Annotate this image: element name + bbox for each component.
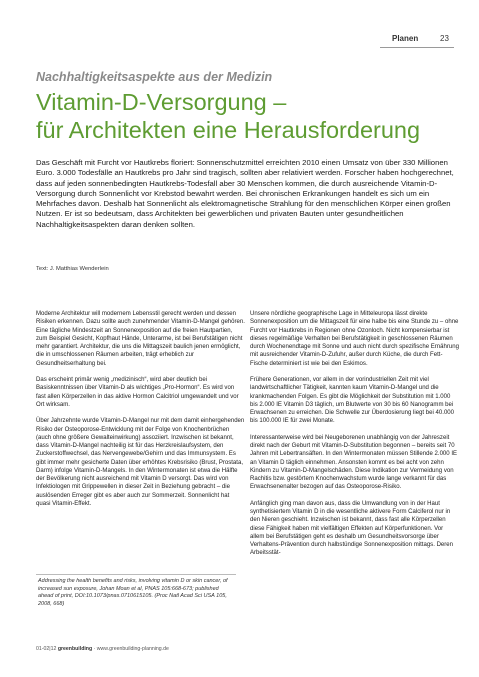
article-byline: Text: J. Matthias Wenderlein — [36, 266, 109, 272]
article-title-line-1: Vitamin-D-Versorgung – — [36, 89, 287, 115]
article-title-line-2: für Architekten eine Herausforderung — [36, 117, 421, 143]
body-paragraph: Anfänglich ging man davon aus, dass die Umwandlung von in der Haut synthetisiertem Vitamin D in die wesentliche aktivere Form Calciferol nur in den Nieren geschieht. Inzwischen ist bekannt, dass fast alle Körperzellen diese Fähigkeit haben mit vielfältigen Effekten auf Körperfunktionen. Vor allem bei Berufstätigen geht es deshalb um Gesundheitsvorsorge über Verhaltens-Prävention durch halbstündige Sonnenexposition mittags. Deren Arbeitsstät- — [250, 500, 454, 557]
body-column-left — [36, 310, 245, 508]
body-paragraph: Über Jahrzehnte wurde Vitamin-D-Mangel nur mit dem damit einhergehenden Risiko der Osteoporose-Entwicklung mit der Folge von Knochenbrüchen (auch ohne größere Gewalteinwirkung) assoziiert. Inzwischen ist bekannt, dass Vitamin-D-Mangel nachteilig ist für das Herzkreislaufsystem, den Zuckerstoffwechsel, das Nervengewebe/Gehirn und das Immunsystem. Es gibt immer mehr gesicherte Daten über erhöhtes Krebsrisiko (Brust, Prostata, Darm) infolge Vitamin-D-Mangels. In den Wintermonaten ist etwa die Hälfte der Bevölkerung nicht ausreichend mit Vitamin D versorgt. Das wird von Infektiologen mit Grippewellen in dieser Zeit in Beziehung gebracht – die auslösenden Erreger gibt es aber auch zur Sommerzeit. Sonnenlicht hat quasi Vitamin-Effekt. — [36, 418, 245, 507]
body-column-right — [250, 310, 459, 558]
footer-url: · www.greenbuilding-planning.de — [93, 646, 169, 652]
body-paragraph: Unsere nördliche geographische Lage in Mitteleuropa lässt direkte Sonnenexposition um die Mittagszeit für eine halbe bis eine Stunde zu – ohne Furcht vor Hautkrebs in Regionen ohne Ozonloch. Nicht kompensierbar ist dieses regelmäßige Verhalten bei Berufstätigkeit in geschlossenen Räumen durch Wochenendtage mit Sonne und auch nicht durch spezifische Ernährung mit ausreichender Vitamin-D-Zufuhr, außer durch Küche, die durch Fett-Fische determiniert ist wie bei den Eskimos. — [250, 311, 459, 367]
section-label: Planen — [392, 34, 419, 43]
page-number: 23 — [440, 34, 449, 43]
body-paragraph: Moderne Architektur will modernem Lebensstil gerecht werden und dessen Risiken erkennen. Dazu sollte auch zunehmender Vitamin-D-Mangel gehören. Eine tägliche Mindestzeit an Sonnenexposition auf die freien Hautpartien, zum Beispiel Gesicht, Kopfhaut Hände, Unterarme, ist bei Berufstätigen nicht mehr garantiert. Architektur, die uns die Mittagszeit baulich jenen ermöglicht, die in umschlossenen Räumen arbeiten, trägt erheblich zur Gesundheitserhaltung bei. — [36, 311, 245, 367]
article-title — [36, 88, 456, 144]
body-paragraph: Frühere Generationen, vor allem in der vorindustriellen Zeit mit viel landwirtschaftlicher Tätigkeit, kannten kaum Vitamin-D-Mangel und die krankmachenden Folgen. Es gibt die Möglichkeit der Substitution mit 1.000 bis 2.000 IE Vitamin D3 täglich, um Blutwerte von 30 bis 60 Nanogramm bei Erwachsenen zu erreichen. Die Schwelle zur Überdosierung liegt bei 40.000 bis 100.000 IE für zwei Monate. — [250, 377, 455, 425]
footer-brand: greenbuilding — [57, 646, 93, 652]
footnote-divider — [36, 574, 236, 575]
article-kicker: Nachhaltigkeitsaspekte aus der Medizin — [36, 70, 273, 84]
header-divider — [380, 47, 454, 48]
footnote: Addressing the health benefits and risks, involving vitamin D or skin cancer, of increased sun exposure, Johan Moan et al, PNAS 105:668-673; published ahead of print, DOI:10.1073/pnas.0710615105. (Proc Natl Acad Sci USA 105, 2008, 668) — [38, 578, 228, 607]
body-paragraph: Das erscheint primär wenig „medizinisch“, wird aber deutlich bei Basiskenntnissen über Vitamin-D als wichtiges „Pro-Hormon“. Es wird von fast allen Körperzellen in das aktive Hormon Calcitriol umgewandelt und vor Ort wirksam. — [36, 377, 239, 408]
article-lead: Das Geschäft mit Furcht vor Hautkrebs floriert: Sonnenschutzmittel erreichten 2010 einen Umsatz von über 330 Millionen Euro. 3.000 Todesfälle an Hautkrebs pro Jahr sind tragisch, sollten aber relativiert werden. Forscher haben hochgerechnet, dass auf jeden sonnenbedingten Hautkrebs-Todesfall aber 30 Menschen kommen, die durch ausreichende Vitamin-D-Versorgung durch Sonnenlicht vor Krebstod bewahrt werden. Bei chronischen Erkrankungen handelt es sich um ein Mehrfaches davon. Deshalb hat Sonnenlicht als elektromagnetische Strahlung für den menschlichen Körper einen großen Nutzen. Er ist so bedeutsam, dass Architekten bei gewerblichen und privaten Bauten unter gesundheitlichen Nachhaltigkeitsaspekten daran denken sollten. — [36, 158, 454, 229]
footer-issue: 01-02|12 — [36, 646, 57, 652]
page-footer — [36, 646, 169, 652]
body-paragraph: Interessanterweise wird bei Neugeborenen unabhängig von der Jahreszeit direkt nach der Geburt mit Vitamin-D-Substitution begonnen – bereits seit 70 Jahren mit Lebertransäften. In den Wintermonaten müssen Stillende 2.000 IE an Vitamin D täglich einnehmen. Ansonsten kommt es bei acht von zehn Kindern zu Vitamin-D-Mangelschäden. Diese Indikation zur Vermeidung von Rachitis bzw. gestörtem Knochenwachstum wurde lange verkannt für das Erwachsenenalter bezogen auf das Osteoporose-Risiko. — [250, 434, 458, 491]
